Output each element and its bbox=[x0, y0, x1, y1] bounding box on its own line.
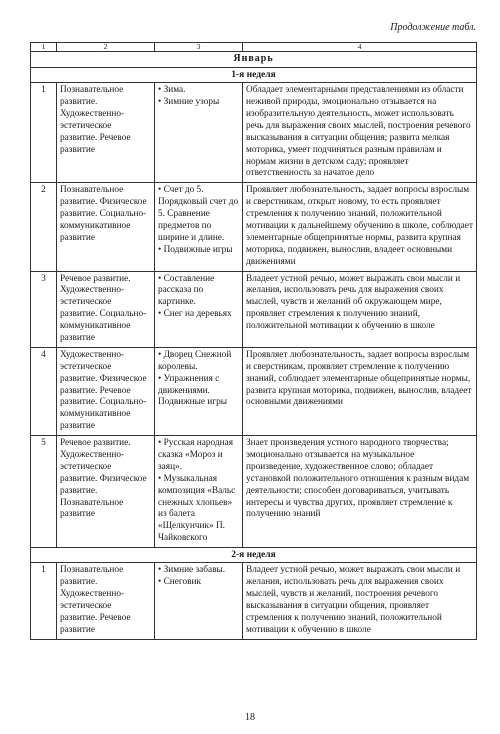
column-number: 3 bbox=[155, 43, 243, 52]
week-title: 2-я неделя bbox=[31, 548, 477, 563]
areas-cell: Речевое развитие. Художественно-эстетическое развитие. Физическое развитие. Познавательное развитие bbox=[57, 436, 155, 548]
table-row bbox=[31, 83, 477, 183]
outcomes-cell: Владеет устной речью, может выражать свои мысли и желания, использовать речь для выражения своих мыслей, чувств и желаний об окружающем мире, проявляет стремления к получению знаний, положительной мотивации к обучению в школе bbox=[243, 271, 477, 347]
areas-cell: Художественно-эстетическое развитие. Физическое развитие. Речевое развитие. Социально-коммуникативное развитие bbox=[57, 347, 155, 435]
topic-item: • Русская народная сказка «Мороз и заяц». bbox=[158, 438, 233, 472]
topic-item: • Снег на деревьях bbox=[158, 309, 232, 320]
week-row bbox=[31, 68, 477, 83]
topic-item: • Музыкальная композиция «Вальс снежных хлопьев» из балета «Щелкунчик» П. Чайковского bbox=[158, 473, 236, 544]
month-row bbox=[31, 52, 477, 68]
topics-cell bbox=[155, 436, 243, 548]
plan-table bbox=[30, 42, 477, 640]
table-row bbox=[31, 183, 477, 271]
column-number: 4 bbox=[243, 43, 477, 52]
topic-item: • Зимние узоры bbox=[158, 97, 220, 108]
topic-item: • Счет до 5. Порядковый счет до 5. Сравнение предметов по ширине и длине. bbox=[158, 185, 239, 243]
table-row bbox=[31, 347, 477, 435]
outcomes-cell: Знает произведения устного народного творчества; эмоционально отзывается на музыкальное произведение, художественное слово; обладает установкой положительного отношения к разным видам деятельности; способен договариваться, учитывать интересы и чувства других, проявляет стремление к получению знаний bbox=[243, 436, 477, 548]
column-number-row bbox=[31, 43, 477, 52]
areas-cell: Познавательное развитие. Художественно-эстетическое развитие. Речевое развитие bbox=[57, 563, 155, 639]
topic-item: • Дворец Снежной королевы. bbox=[158, 349, 232, 372]
column-number: 1 bbox=[31, 43, 57, 52]
topics-cell bbox=[155, 83, 243, 183]
areas-cell: Познавательное развитие. Физическое развитие. Социально-коммуникативное развитие bbox=[57, 183, 155, 271]
outcomes-cell: Обладает элементарными представлениями из области неживой природы, эмоционально отзывается на изобразительную деятельность, может использовать речь для выражения своих мыслей, построения речевого высказывания в ситуации общения; развита мелкая моторика, умеет подчиняться разным правилам и нормам жизни в детском саду; проявляет ответственность за начатое дело bbox=[243, 83, 477, 183]
continuation-label: Продолжение табл. bbox=[390, 22, 476, 33]
week-title: 1-я неделя bbox=[31, 68, 477, 83]
areas-cell: Речевое развитие. Художественно-эстетическое развитие. Социально-коммуникативное развитие bbox=[57, 271, 155, 347]
page-number: 18 bbox=[245, 712, 255, 723]
topics-cell bbox=[155, 563, 243, 639]
month-title: Январь bbox=[31, 52, 477, 68]
table-row bbox=[31, 436, 477, 548]
topic-item: • Подвижные игры bbox=[158, 244, 233, 255]
outcomes-cell: Проявляет любознательность, задает вопросы взрослым и сверстникам, проявляет стремление к получению знаний, соблюдает элементарные общепринятые нормы, развита крупная моторика, подвижен, вынослив, владеет основными движениями bbox=[243, 347, 477, 435]
row-number: 5 bbox=[31, 436, 57, 548]
row-number: 3 bbox=[31, 271, 57, 347]
week-row bbox=[31, 548, 477, 563]
topics-cell bbox=[155, 271, 243, 347]
topics-cell bbox=[155, 347, 243, 435]
row-number: 1 bbox=[31, 83, 57, 183]
topic-item: • Зима. bbox=[158, 85, 186, 96]
topic-item: • Составление рассказа по картинке. bbox=[158, 273, 215, 308]
areas-cell: Познавательное развитие. Художественно-эстетическое развитие. Речевое развитие bbox=[57, 83, 155, 183]
row-number: 4 bbox=[31, 347, 57, 435]
outcomes-cell: Проявляет любознательность, задает вопросы взрослым и сверстникам, открыт новому, то есть проявляет стремления к получению знаний, положительной мотивации к дальнейшему обучению в школе, соблюдает элементарные общепринятые нормы, развита крупная моторика, подвижен, вынослив, владеет основными движениями bbox=[243, 183, 477, 271]
row-number: 1 bbox=[31, 563, 57, 639]
topic-item: • Снеговик bbox=[158, 577, 201, 588]
topics-cell bbox=[155, 183, 243, 271]
topic-item: • Зимние забавы. bbox=[158, 565, 226, 576]
row-number: 2 bbox=[31, 183, 57, 271]
topic-item: • Упражнения с движениями. Подвижные игры bbox=[158, 373, 227, 408]
table-row bbox=[31, 563, 477, 639]
column-number: 2 bbox=[57, 43, 155, 52]
outcomes-cell: Владеет устной речью, может выражать свои мысли и желания, использовать речь для выражения своих мыслей, чувств и желаний, построения речевого высказывания в ситуации общения, проявляет стремления к получению знаний, положительной мотивации к обучению в школе bbox=[243, 563, 477, 639]
table-row bbox=[31, 271, 477, 347]
